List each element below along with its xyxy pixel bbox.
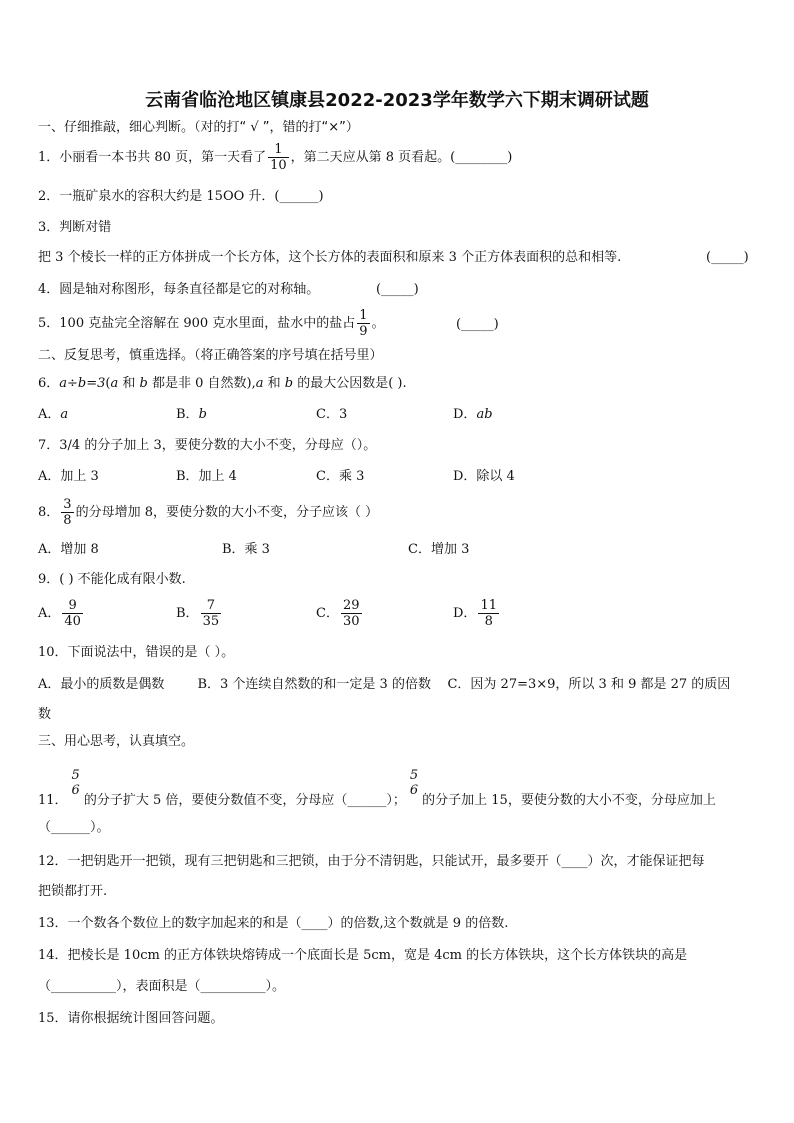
- question-13: 13．一个数各个数位上的数字加起来的和是（____）的倍数,这个数就是 9 的倍数.: [38, 916, 509, 931]
- q9-option-a[interactable]: A． $\frac{9}{40}$: [38, 598, 81, 629]
- q7-option-d[interactable]: D．除以 4: [453, 469, 515, 484]
- q10-options-continued: 数: [38, 707, 52, 722]
- q6-option-d[interactable]: D．ab: [453, 407, 493, 422]
- q7-option-c[interactable]: C．乘 3: [316, 469, 365, 484]
- question-15: 15．请你根据统计图回答问题。: [38, 1011, 224, 1026]
- question-8: 8． $\frac{3}{8}$ 的分母增加 8，要使分数的大小不变，分子应该（ ）: [38, 497, 379, 528]
- q9-option-d[interactable]: D． $\frac{11}{8}$: [453, 598, 497, 629]
- q6-option-b[interactable]: B．b: [176, 407, 207, 422]
- question-3-body: 把 3 个棱长一样的正方体拼成一个长方体，这个长方体的表面积和原来 3 个正方体表面积的总和相等.: [38, 250, 622, 265]
- question-5: 5．100 克盐完全溶解在 900 克水里面，盐水中的盐占 $\frac{1}{9}$ 。: [38, 308, 385, 339]
- q7-option-b[interactable]: B．加上 4: [176, 469, 237, 484]
- q6-option-a[interactable]: A．a: [38, 407, 69, 422]
- question-1: 1．小丽看一本书共 80 页，第一天看了 $\frac{1}{10}$ ，第二天应从第 8 页看起。(________): [38, 142, 513, 173]
- question-2: 2．一瓶矿泉水的容积大约是 15OO 升．(______): [38, 189, 324, 204]
- q9-option-c[interactable]: C． $\frac{29}{30}$: [316, 598, 360, 629]
- question-7: 7．3/4 的分子加上 3，要使分数的大小不变，分母应（）。: [38, 438, 377, 453]
- question-3-title: 3．判断对错: [38, 220, 112, 235]
- fraction: $\frac{7}{35}$: [202, 598, 220, 629]
- question-14-continued: （__________），表面积是（__________）。: [38, 979, 286, 994]
- question-3-blank[interactable]: (_____): [706, 250, 749, 265]
- q8-option-b[interactable]: B．乘 3: [222, 542, 270, 557]
- question-12-continued: 把锁都打开.: [38, 884, 108, 899]
- question-5-blank[interactable]: (_____): [456, 317, 499, 332]
- question-14: 14．把棱长是 10cm 的正方体铁块熔铸成一个底面长是 5cm，宽是 4cm 的长方体铁块，这个长方体铁块的高是: [38, 948, 688, 963]
- fraction: $\frac{3}{8}$: [63, 497, 72, 528]
- fraction: 5 6: [409, 768, 419, 798]
- q10-options[interactable]: A．最小的质数是偶数 B．3 个连续自然数的和一定是 3 的倍数 C．因为 27=3×9，所以 3 和 9 都是 27 的质因: [38, 677, 731, 692]
- question-4-blank[interactable]: (_____): [376, 282, 419, 297]
- page-title: 云南省临沧地区镇康县2022-2023学年数学六下期末调研试题: [145, 90, 649, 111]
- section-2-heading: 二、反复思考，慎重选择。（将正确答案的序号填在括号里）: [38, 348, 383, 363]
- fraction: $\frac{1}{9}$: [359, 308, 368, 339]
- question-12: 12．一把钥匙开一把锁，现有三把钥匙和三把锁，由于分不清钥匙，只能试开，最多要开（____）次，才能保证把每: [38, 854, 705, 869]
- question-11-continued: （______）。: [38, 820, 110, 835]
- q6-option-c[interactable]: C．3: [316, 407, 348, 422]
- fraction: $\frac{11}{8}$: [480, 598, 497, 629]
- question-11: 11． 5 6 的分子扩大 5 倍，要使分数值不变，分母应（______）； 5 6 的分子加上 15，要使分数的大小不变，分母应加上: [38, 768, 716, 808]
- q9-option-b[interactable]: B． $\frac{7}{35}$: [176, 598, 220, 629]
- fraction: 5 6: [71, 768, 80, 798]
- q7-option-a[interactable]: A．加上 3: [38, 469, 99, 484]
- q8-option-c[interactable]: C．增加 3: [408, 542, 470, 557]
- q8-option-a[interactable]: A．增加 8: [38, 542, 99, 557]
- fraction: $\frac{9}{40}$: [64, 598, 81, 629]
- section-1-heading: 一、仔细推敲，细心判断。（对的打“ √ ”，错的打“×”）: [38, 120, 359, 135]
- question-6: 6．a÷b=3(a 和 b 都是非 0 自然数),a 和 b 的最大公因数是( ).: [38, 376, 407, 391]
- question-9: 9．( ) 不能化成有限小数.: [38, 572, 186, 587]
- fraction: $\frac{1}{10}$: [270, 142, 287, 173]
- section-3-heading: 三、用心思考，认真填空。: [38, 734, 195, 749]
- fraction: $\frac{29}{30}$: [342, 598, 360, 629]
- question-10: 10．下面说法中，错误的是（ ）。: [38, 645, 235, 660]
- question-4: 4．圆是轴对称图形，每条直径都是它的对称轴。: [38, 282, 320, 297]
